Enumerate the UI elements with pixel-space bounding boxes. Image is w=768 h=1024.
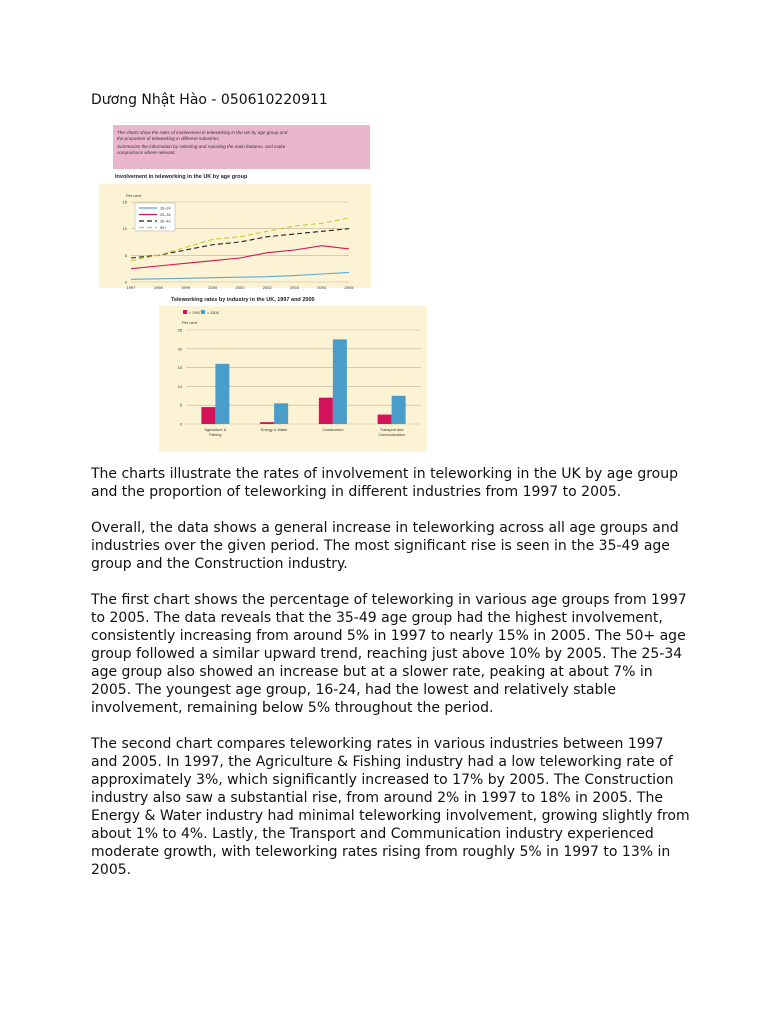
bar-0-0 bbox=[201, 407, 215, 424]
bar-legend-label: = 1997 bbox=[189, 311, 201, 315]
line-chart-title: Involvement in teleworking in the UK by age group bbox=[115, 174, 248, 180]
task-line-4: comparisons where relevant. bbox=[117, 150, 176, 155]
task-line-3: Summarize the information by selecting and reporting the main features, and make bbox=[117, 144, 286, 149]
figure-svg bbox=[91, 122, 431, 452]
bar-1-1 bbox=[274, 403, 288, 424]
line-chart-xtick: 1998 bbox=[153, 285, 163, 290]
bar-category-label: Construction bbox=[322, 428, 344, 432]
paragraph-overview: Overall, the data shows a general increase in teleworking across all age groups and industries over the given period. The most significant rise is seen in the 35-49 age group and the Construction industry. bbox=[91, 520, 679, 572]
paragraph-line-chart: The first chart shows the percentage of teleworking in various age groups from 1997 to 2005. The data reveals that the 35-49 age group had the highest involvement, consistently increasing from around 5% in 1997 to nearly 15% in 2005. The 50+ age group followed a similar upward trend, reaching just above 10% by 2005. The 25-34 age group also showed an increase but at a slower rate, peaking at about 7% in 2005. The youngest age group, 16-24, had the lowest and relatively stable involvement, remaining below 5% throughout the period. bbox=[91, 592, 687, 716]
bar-chart-ytick: 0 bbox=[179, 421, 182, 427]
line-chart-ylabel: Per cent bbox=[126, 193, 141, 198]
bar-category-label: Agriculture & bbox=[204, 428, 227, 432]
bar-0-1 bbox=[215, 364, 229, 424]
bar-legend-swatch bbox=[201, 310, 205, 314]
bar-2-1 bbox=[333, 339, 347, 424]
bar-2-0 bbox=[319, 398, 333, 424]
line-chart-ytick: 5 bbox=[124, 252, 127, 258]
line-chart-ytick: 0 bbox=[124, 279, 127, 285]
bar-chart-ytick: 15 bbox=[177, 365, 182, 371]
line-chart-xtick: 2001 bbox=[235, 285, 245, 290]
bar-3-0 bbox=[378, 415, 392, 424]
line-legend-label: 16–24 bbox=[160, 206, 171, 211]
line-chart-xtick: 1999 bbox=[181, 285, 190, 290]
line-legend-label: 25–34 bbox=[160, 213, 171, 217]
bar-category-label: Energy & Water bbox=[260, 428, 288, 432]
line-chart-xtick: 1997 bbox=[126, 285, 136, 290]
line-chart-xtick: 2002 bbox=[262, 285, 272, 290]
task-figure bbox=[91, 122, 431, 452]
line-chart-ytick: 15 bbox=[122, 199, 127, 205]
line-chart-ytick: 10 bbox=[122, 226, 127, 232]
essay-body bbox=[91, 465, 691, 897]
line-chart-xtick: 2005 bbox=[344, 285, 354, 290]
bar-chart-ytick: 10 bbox=[177, 383, 182, 389]
bar-chart-ytick: 20 bbox=[177, 346, 182, 352]
bar-category-label: Transport and bbox=[379, 428, 404, 432]
task-line-2: the proportion of teleworking in different industries. bbox=[117, 136, 220, 141]
bar-3-1 bbox=[392, 396, 406, 424]
bar-chart-ytick: 25 bbox=[177, 327, 182, 333]
bar-legend-swatch bbox=[183, 310, 187, 314]
bar-chart-ytick: 5 bbox=[179, 402, 182, 408]
task-line-1: The charts show the rates of involvement in teleworking in the UK by age group and bbox=[117, 130, 288, 135]
bar-chart-ylabel: Per cent bbox=[182, 320, 197, 325]
line-legend-label: 50+ bbox=[160, 226, 167, 230]
bar-legend-label: = 2005 bbox=[207, 311, 219, 315]
author-line: Dương Nhật Hào - 050610220911 bbox=[91, 92, 328, 108]
bar-category-label: Communication bbox=[378, 433, 405, 437]
bar-1-0 bbox=[260, 422, 274, 424]
paragraph-bar-chart: The second chart compares teleworking rates in various industries between 1997 and 2005. In 1997, the Agriculture & Fishing industry had a low teleworking rate of approximately 3%, which significantly increased to 17% by 2005. The Construction industry also saw a substantial rise, from around 2% in 1997 to 18% in 2005. The Energy & Water industry had minimal teleworking involvement, growing slightly from about 1% to 4%. Lastly, the Transport and Communication industry experienced moderate growth, with teleworking rates rising from roughly 5% in 1997 to 13% in 2005. bbox=[91, 736, 690, 878]
bar-chart-title: Teleworking rates by industry in the UK, 1997 and 2005 bbox=[171, 297, 315, 303]
line-chart-background bbox=[99, 184, 371, 288]
paragraph-intro: The charts illustrate the rates of involvement in teleworking in the UK by age group and the proportion of teleworking in different industries from 1997 to 2005. bbox=[91, 466, 678, 500]
line-chart-xtick: 2000 bbox=[208, 285, 218, 290]
line-chart-xtick: 2003 bbox=[290, 285, 299, 290]
line-legend-label: 35–49 bbox=[160, 219, 171, 224]
bar-category-label: Fishing bbox=[209, 433, 222, 437]
line-chart-xtick: 2004 bbox=[317, 285, 327, 290]
